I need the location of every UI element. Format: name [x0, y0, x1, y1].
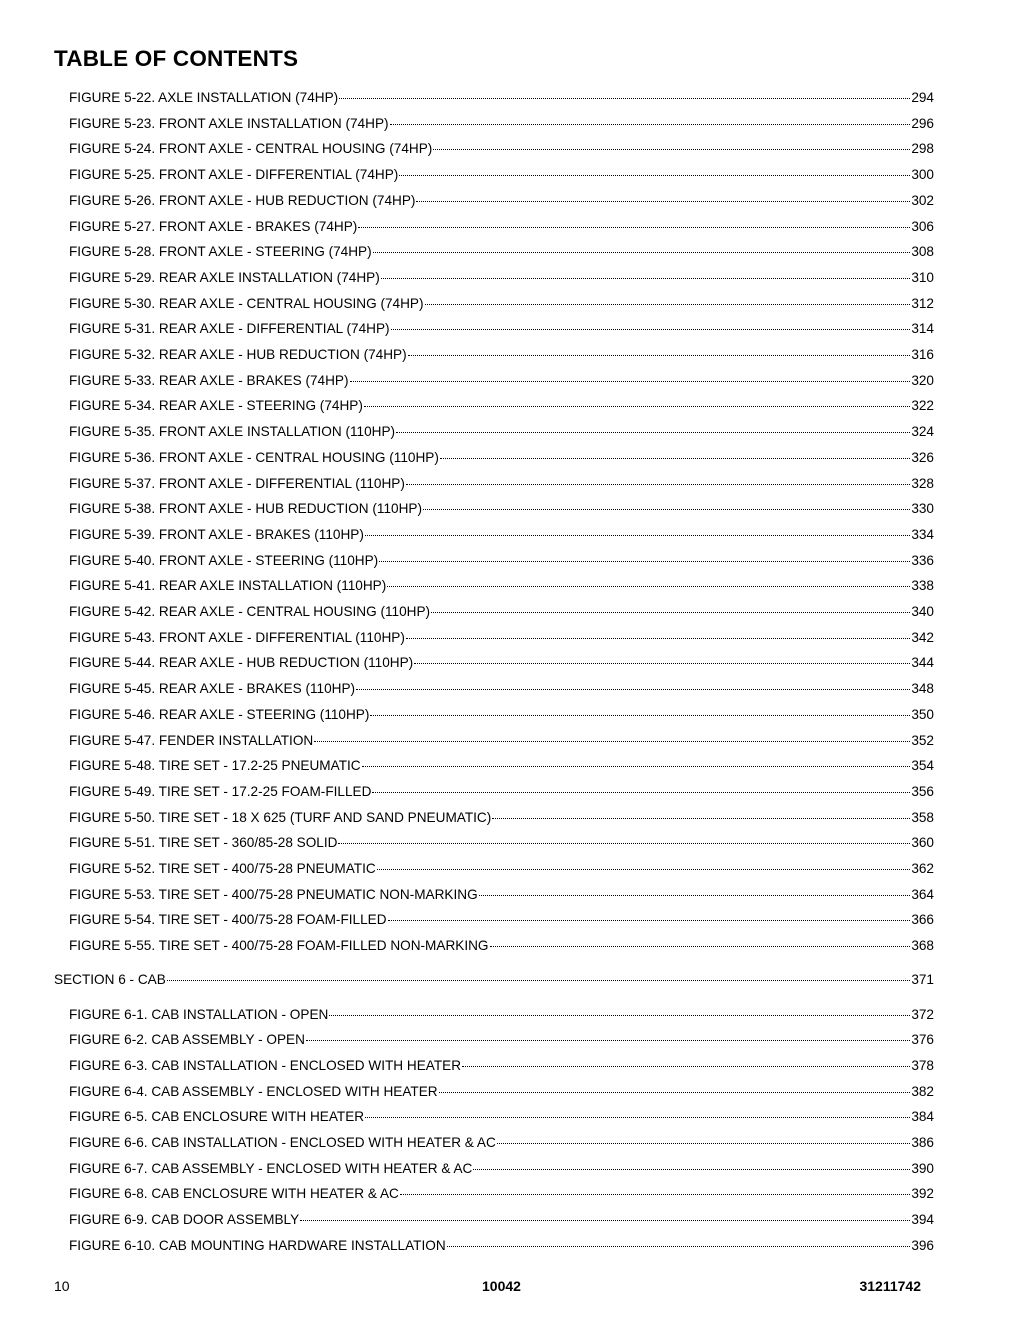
footer-page-number: 10 [54, 1278, 70, 1294]
dot-leader [329, 1015, 910, 1016]
dot-leader [473, 1169, 910, 1170]
toc-entry-page: 352 [911, 732, 934, 748]
toc-figure-entry[interactable] [69, 936, 934, 956]
toc-entry-page: 390 [911, 1160, 934, 1176]
dot-leader [492, 818, 910, 819]
toc-figure-entry[interactable] [69, 756, 934, 776]
toc-entry-label: FIGURE 6-10. CAB MOUNTING HARDWARE INSTALLATION [69, 1237, 446, 1253]
toc-entry-page: 366 [911, 912, 934, 928]
toc-entry-label: FIGURE 6-7. CAB ASSEMBLY - ENCLOSED WITH HEATER & AC [69, 1160, 473, 1176]
toc-figure-entry[interactable] [69, 910, 934, 930]
dot-leader [388, 920, 911, 921]
toc-entry-page: 358 [911, 809, 934, 825]
toc-entry-page: 338 [911, 578, 934, 594]
toc-entry-page: 376 [911, 1032, 934, 1048]
dot-leader [356, 689, 910, 690]
toc-figure-entry[interactable] [69, 1133, 934, 1153]
toc-entry-label: FIGURE 5-33. REAR AXLE - BRAKES (74HP) [69, 372, 349, 388]
dot-leader [390, 124, 911, 125]
toc-entry-page: 356 [911, 783, 934, 799]
toc-entry-label: FIGURE 5-34. REAR AXLE - STEERING (74HP) [69, 398, 363, 414]
toc-entry-page: 312 [911, 295, 934, 311]
toc-entry-page: 396 [911, 1237, 934, 1253]
toc-entry-page: 342 [911, 629, 934, 645]
dot-leader [433, 149, 910, 150]
dot-leader [391, 329, 911, 330]
toc-entry-label: FIGURE 5-35. FRONT AXLE INSTALLATION (110HP) [69, 424, 396, 440]
dot-leader [358, 227, 910, 228]
toc-entry-label: FIGURE 5-54. TIRE SET - 400/75-28 FOAM-FILLED [69, 912, 387, 928]
toc-figure-entry[interactable] [69, 499, 934, 519]
dot-leader [414, 663, 910, 664]
dot-leader [406, 484, 910, 485]
toc-figure-entry[interactable] [69, 242, 934, 262]
dot-leader [440, 458, 910, 459]
toc-figure-entry[interactable] [69, 319, 934, 339]
toc-figure-entry[interactable] [69, 782, 934, 802]
toc-entry-page: 314 [911, 321, 934, 337]
toc-entry-page: 372 [911, 1006, 934, 1022]
dot-leader [365, 1117, 910, 1118]
toc-figure-entry[interactable] [69, 1030, 934, 1050]
toc-figure-entry[interactable] [69, 114, 934, 134]
toc-entry-label: FIGURE 5-50. TIRE SET - 18 X 625 (TURF AND SAND PNEUMATIC) [69, 809, 492, 825]
toc-figure-entry[interactable] [69, 448, 934, 468]
toc-entry-label: FIGURE 5-43. FRONT AXLE - DIFFERENTIAL (110HP) [69, 629, 405, 645]
page-title: TABLE OF CONTENTS [54, 46, 299, 71]
footer-doc-number: 31211742 [859, 1278, 921, 1294]
toc-figure-entry[interactable] [69, 1159, 934, 1179]
toc-figure-entry[interactable] [69, 88, 934, 108]
toc-figure-entry[interactable] [69, 679, 934, 699]
dot-leader [387, 586, 910, 587]
dot-leader [372, 792, 910, 793]
dot-leader [377, 869, 911, 870]
toc-entry-label: FIGURE 5-49. TIRE SET - 17.2-25 FOAM-FILLED [69, 783, 372, 799]
dot-leader [370, 715, 910, 716]
toc-entry-page: 364 [911, 886, 934, 902]
toc-entry-page: 378 [911, 1057, 934, 1073]
toc-entry-label: FIGURE 5-48. TIRE SET - 17.2-25 PNEUMATIC [69, 758, 361, 774]
toc-entry-page: 392 [911, 1186, 934, 1202]
toc-entry-page: 386 [911, 1135, 934, 1150]
toc-entry-page: 328 [911, 475, 934, 491]
toc-entry-label: FIGURE 5-23. FRONT AXLE INSTALLATION (74HP) [69, 115, 389, 131]
dot-leader [423, 509, 910, 510]
dot-leader [406, 638, 910, 639]
toc-entry-page: 324 [911, 424, 934, 440]
toc-figure-entry[interactable] [69, 653, 934, 673]
toc-figure-entry[interactable] [69, 576, 934, 596]
toc-figure-entry[interactable] [69, 833, 934, 853]
toc-figure-entry[interactable] [69, 474, 934, 494]
dot-leader [379, 561, 910, 562]
dot-leader [300, 1220, 910, 1221]
dot-leader [400, 1194, 910, 1195]
toc-figure-entry[interactable] [69, 371, 934, 391]
toc-entry-page: 371 [911, 972, 934, 988]
toc-entry-label: FIGURE 5-38. FRONT AXLE - HUB REDUCTION (110HP) [69, 501, 422, 517]
toc-entry-label: FIGURE 6-8. CAB ENCLOSURE WITH HEATER & AC [69, 1186, 399, 1202]
toc-entry-page: 300 [911, 167, 934, 183]
dot-leader [362, 766, 911, 767]
toc-entry-label: FIGURE 5-22. AXLE INSTALLATION (74HP) [69, 90, 339, 105]
dot-leader [416, 201, 910, 202]
toc-figure-entry[interactable] [69, 1236, 934, 1256]
toc-entry-label: FIGURE 5-25. FRONT AXLE - DIFFERENTIAL (74HP) [69, 167, 399, 183]
toc-entry-page: 394 [911, 1212, 934, 1228]
toc-entry-label: FIGURE 5-42. REAR AXLE - CENTRAL HOUSING (110HP) [69, 604, 431, 619]
toc-entry-page: 382 [911, 1083, 934, 1099]
toc-entry-page: 310 [911, 269, 934, 285]
toc-entry-page: 302 [911, 192, 934, 208]
toc-entry-label: SECTION 6 - CAB [54, 972, 166, 988]
dot-leader [497, 1143, 911, 1144]
toc-figure-entry[interactable] [69, 1056, 934, 1076]
toc-figure-entry[interactable] [69, 1107, 934, 1127]
toc-figure-entry[interactable] [69, 808, 934, 828]
toc-entry-label: FIGURE 5-28. FRONT AXLE - STEERING (74HP) [69, 244, 372, 260]
toc-entry-page: 348 [911, 681, 934, 697]
toc-entry-label: FIGURE 5-27. FRONT AXLE - BRAKES (74HP) [69, 218, 358, 234]
toc-entry-page: 320 [911, 372, 934, 388]
toc-figure-entry[interactable] [69, 731, 934, 751]
toc-figure-entry[interactable] [69, 294, 934, 314]
toc-entry-label: FIGURE 5-47. FENDER INSTALLATION [69, 732, 314, 748]
dot-leader [306, 1040, 910, 1041]
dot-leader [396, 432, 910, 433]
dot-leader [314, 741, 910, 742]
toc-figure-entry[interactable] [69, 1005, 934, 1025]
toc-figure-entry[interactable] [69, 396, 934, 416]
toc-entry-page: 330 [911, 501, 934, 517]
dot-leader [399, 175, 910, 176]
toc-figure-entry[interactable] [69, 422, 934, 442]
toc-entry-page: 298 [911, 141, 934, 157]
toc-entry-label: FIGURE 6-9. CAB DOOR ASSEMBLY [69, 1212, 300, 1228]
toc-figure-entry[interactable] [69, 551, 934, 571]
dot-leader [462, 1066, 910, 1067]
dot-leader [479, 895, 911, 896]
toc-entry-label: FIGURE 6-6. CAB INSTALLATION - ENCLOSED WITH HEATER & AC [69, 1135, 496, 1150]
toc-figure-entry[interactable] [69, 1210, 934, 1230]
toc-figure-entry[interactable] [69, 1082, 934, 1102]
toc-entry-page: 326 [911, 449, 934, 465]
toc-entry-label: FIGURE 5-53. TIRE SET - 400/75-28 PNEUMATIC NON-MARKING [69, 886, 478, 902]
toc-entry-page: 344 [911, 655, 934, 671]
toc-entry-label: FIGURE 6-5. CAB ENCLOSURE WITH HEATER [69, 1109, 365, 1125]
toc-entry-page: 336 [911, 552, 934, 568]
toc-entry-label: FIGURE 5-26. FRONT AXLE - HUB REDUCTION (74HP) [69, 192, 416, 208]
dot-leader [439, 1092, 911, 1093]
toc-figure-entry[interactable] [69, 345, 934, 365]
toc-entry-page: 296 [911, 115, 934, 131]
toc-figure-entry[interactable] [69, 705, 934, 725]
dot-leader [490, 946, 911, 947]
toc-figure-entry[interactable] [69, 525, 934, 545]
dot-leader [431, 612, 910, 613]
toc-entry-page: 362 [911, 861, 934, 876]
toc-entry-label: FIGURE 5-32. REAR AXLE - HUB REDUCTION (74HP) [69, 347, 407, 362]
toc-entry-page: 354 [911, 758, 934, 774]
toc-entry-page: 306 [911, 218, 934, 234]
toc-figure-entry[interactable] [69, 885, 934, 905]
dot-leader [364, 406, 910, 407]
toc-entry-label: FIGURE 5-52. TIRE SET - 400/75-28 PNEUMATIC [69, 861, 376, 876]
toc-entry-label: FIGURE 5-31. REAR AXLE - DIFFERENTIAL (74HP) [69, 321, 390, 337]
toc-entry-label: FIGURE 5-55. TIRE SET - 400/75-28 FOAM-FILLED NON-MARKING [69, 938, 489, 954]
toc-entry-label: FIGURE 5-30. REAR AXLE - CENTRAL HOUSING (74HP) [69, 295, 424, 311]
footer-center-code: 10042 [482, 1278, 521, 1294]
toc-entry-label: FIGURE 5-41. REAR AXLE INSTALLATION (110HP) [69, 578, 387, 594]
toc-entry-label: FIGURE 6-1. CAB INSTALLATION - OPEN [69, 1006, 329, 1022]
toc-entry-page: 316 [911, 347, 934, 362]
dot-leader [425, 304, 911, 305]
toc-entry-label: FIGURE 5-51. TIRE SET - 360/85-28 SOLID [69, 835, 338, 851]
toc-figure-entry[interactable] [69, 602, 934, 622]
toc-section-entry[interactable] [54, 970, 934, 990]
toc-entry-label: FIGURE 5-24. FRONT AXLE - CENTRAL HOUSING (74HP) [69, 141, 433, 157]
toc-entry-label: FIGURE 5-37. FRONT AXLE - DIFFERENTIAL (110HP) [69, 475, 405, 491]
toc-entry-label: FIGURE 6-3. CAB INSTALLATION - ENCLOSED WITH HEATER [69, 1057, 462, 1073]
toc-figure-entry[interactable] [69, 859, 934, 879]
dot-leader [339, 98, 910, 99]
toc-entry-label: FIGURE 5-29. REAR AXLE INSTALLATION (74HP) [69, 269, 380, 285]
dot-leader [350, 381, 911, 382]
toc-figure-entry[interactable] [69, 191, 934, 211]
toc-figure-entry[interactable] [69, 268, 934, 288]
dot-leader [373, 252, 911, 253]
toc-figure-entry[interactable] [69, 1184, 934, 1204]
toc-figure-entry[interactable] [69, 217, 934, 237]
toc-entry-label: FIGURE 5-39. FRONT AXLE - BRAKES (110HP) [69, 526, 364, 542]
toc-entry-page: 340 [911, 604, 934, 619]
dot-leader [447, 1246, 911, 1247]
dot-leader [167, 980, 911, 981]
dot-leader [338, 843, 910, 844]
toc-entry-label: FIGURE 6-4. CAB ASSEMBLY - ENCLOSED WITH HEATER [69, 1083, 438, 1099]
toc-entry-label: FIGURE 5-36. FRONT AXLE - CENTRAL HOUSING (110HP) [69, 449, 439, 465]
toc-entry-page: 308 [911, 244, 934, 260]
toc-entry-page: 384 [911, 1109, 934, 1125]
toc-entry-page: 350 [911, 706, 934, 722]
toc-entry-page: 360 [911, 835, 934, 851]
toc-entry-page: 368 [911, 938, 934, 954]
toc-entry-label: FIGURE 5-46. REAR AXLE - STEERING (110HP) [69, 706, 370, 722]
toc-entry-page: 294 [911, 90, 934, 105]
toc-entry-label: FIGURE 5-44. REAR AXLE - HUB REDUCTION (110HP) [69, 655, 414, 671]
toc-figure-entry[interactable] [69, 165, 934, 185]
dot-leader [381, 278, 911, 279]
toc-entry-label: FIGURE 5-45. REAR AXLE - BRAKES (110HP) [69, 681, 356, 697]
toc-entry-label: FIGURE 5-40. FRONT AXLE - STEERING (110HP) [69, 552, 379, 568]
toc-figure-entry[interactable] [69, 628, 934, 648]
dot-leader [408, 355, 911, 356]
toc-entry-page: 334 [911, 526, 934, 542]
toc-entry-page: 322 [911, 398, 934, 414]
dot-leader [365, 535, 910, 536]
toc-entry-label: FIGURE 6-2. CAB ASSEMBLY - OPEN [69, 1032, 305, 1048]
toc-figure-entry[interactable] [69, 139, 934, 159]
